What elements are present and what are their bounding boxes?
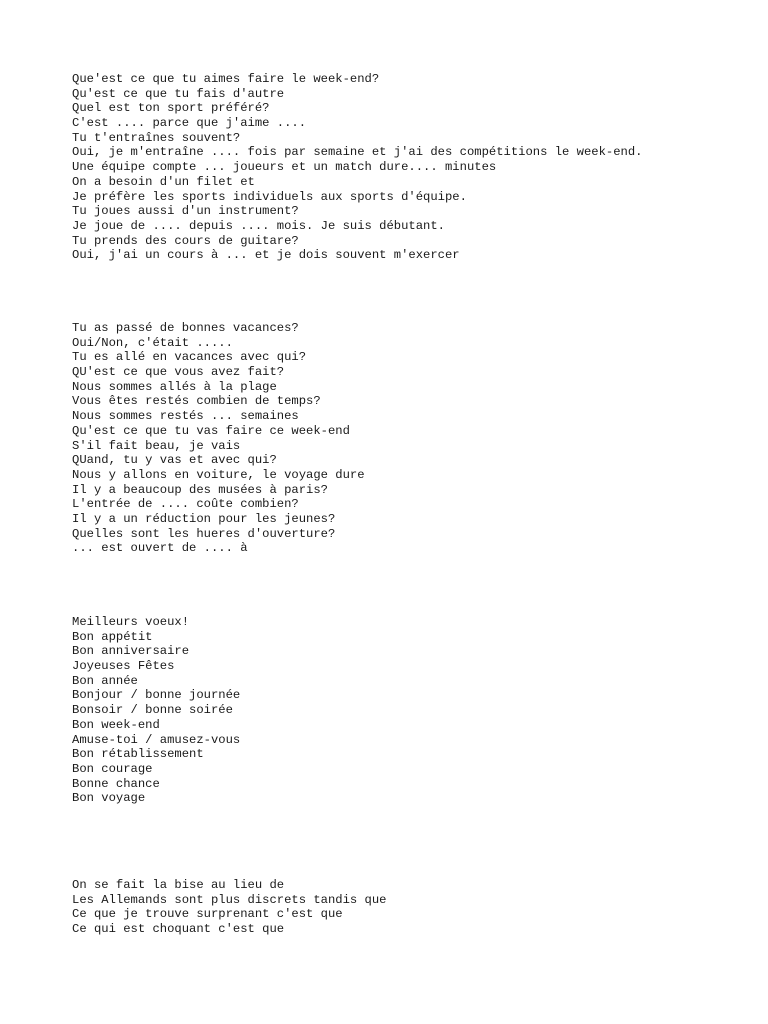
text-line: Il y a beaucoup des musées à paris? bbox=[72, 482, 328, 497]
text-line: Joyeuses Fêtes bbox=[72, 659, 175, 674]
text-line: Tu prends des cours de guitare? bbox=[72, 233, 299, 248]
text-block-culture bbox=[72, 878, 387, 937]
text-line: Oui, je m'entraîne .... fois par semaine et j'ai des compétitions le week-end. bbox=[72, 145, 643, 160]
text-block-weekend-sports bbox=[72, 72, 642, 263]
text-line: C'est .... parce que j'aime .... bbox=[72, 116, 307, 131]
text-line: Oui/Non, c'était ..... bbox=[72, 335, 233, 350]
text-line: Nous y allons en voiture, le voyage dure bbox=[72, 467, 365, 482]
text-line: Bon anniversaire bbox=[72, 644, 190, 659]
text-line: Bonsoir / bonne soirée bbox=[72, 703, 233, 718]
text-line: Bon rétablissement bbox=[72, 747, 204, 762]
text-line: Bon année bbox=[72, 673, 138, 688]
text-line: Oui, j'ai un cours à ... et je dois souvent m'exercer bbox=[72, 248, 460, 263]
text-line: Qu'est ce que tu fais d'autre bbox=[72, 86, 285, 101]
text-line: Ce qui est choquant c'est que bbox=[72, 922, 285, 937]
text-line: Vous êtes restés combien de temps? bbox=[72, 394, 321, 409]
text-line: ... est ouvert de .... à bbox=[72, 541, 248, 556]
text-line: Tu es allé en vacances avec qui? bbox=[72, 350, 307, 365]
text-line: Ce que je trouve surprenant c'est que bbox=[72, 907, 343, 922]
text-line: Tu as passé de bonnes vacances? bbox=[72, 321, 299, 335]
text-line: Meilleurs voeux! bbox=[72, 615, 190, 629]
text-line: Quel est ton sport préféré? bbox=[72, 101, 270, 116]
text-block-holidays bbox=[72, 321, 365, 556]
text-line: Tu joues aussi d'un instrument? bbox=[72, 204, 299, 219]
text-block-wishes bbox=[72, 615, 240, 806]
text-line: Tu t'entraînes souvent? bbox=[72, 130, 241, 145]
text-line: Bon voyage bbox=[72, 791, 146, 806]
text-line: QU'est ce que vous avez fait? bbox=[72, 365, 285, 380]
text-line: Nous sommes allés à la plage bbox=[72, 379, 277, 394]
text-line: Les Allemands sont plus discrets tandis que bbox=[72, 892, 387, 907]
text-line: Bonne chance bbox=[72, 776, 160, 791]
text-line: Bon appétit bbox=[72, 629, 153, 644]
text-line: L'entrée de .... coûte combien? bbox=[72, 497, 299, 512]
text-line: Bon week-end bbox=[72, 717, 160, 732]
text-line: Amuse-toi / amusez-vous bbox=[72, 732, 241, 747]
text-line: Il y a un réduction pour les jeunes? bbox=[72, 511, 336, 526]
text-line: QUand, tu y vas et avec qui? bbox=[72, 453, 277, 468]
text-line: Bonjour / bonne journée bbox=[72, 688, 241, 703]
text-line: Que'est ce que tu aimes faire le week-end? bbox=[72, 72, 380, 86]
text-line: Bon courage bbox=[72, 761, 153, 776]
text-line: Qu'est ce que tu vas faire ce week-end bbox=[72, 423, 350, 438]
text-line: Quelles sont les hueres d'ouverture? bbox=[72, 526, 336, 541]
text-line: Une équipe compte ... joueurs et un match dure.... minutes bbox=[72, 160, 497, 175]
text-line: Nous sommes restés ... semaines bbox=[72, 409, 299, 424]
text-line: S'il fait beau, je vais bbox=[72, 438, 241, 453]
text-line: On a besoin d'un filet et bbox=[72, 174, 255, 189]
text-line: Je joue de .... depuis .... mois. Je suis débutant. bbox=[72, 218, 445, 233]
text-line: On se fait la bise au lieu de bbox=[72, 878, 285, 892]
text-line: Je préfère les sports individuels aux sports d'équipe. bbox=[72, 189, 467, 204]
